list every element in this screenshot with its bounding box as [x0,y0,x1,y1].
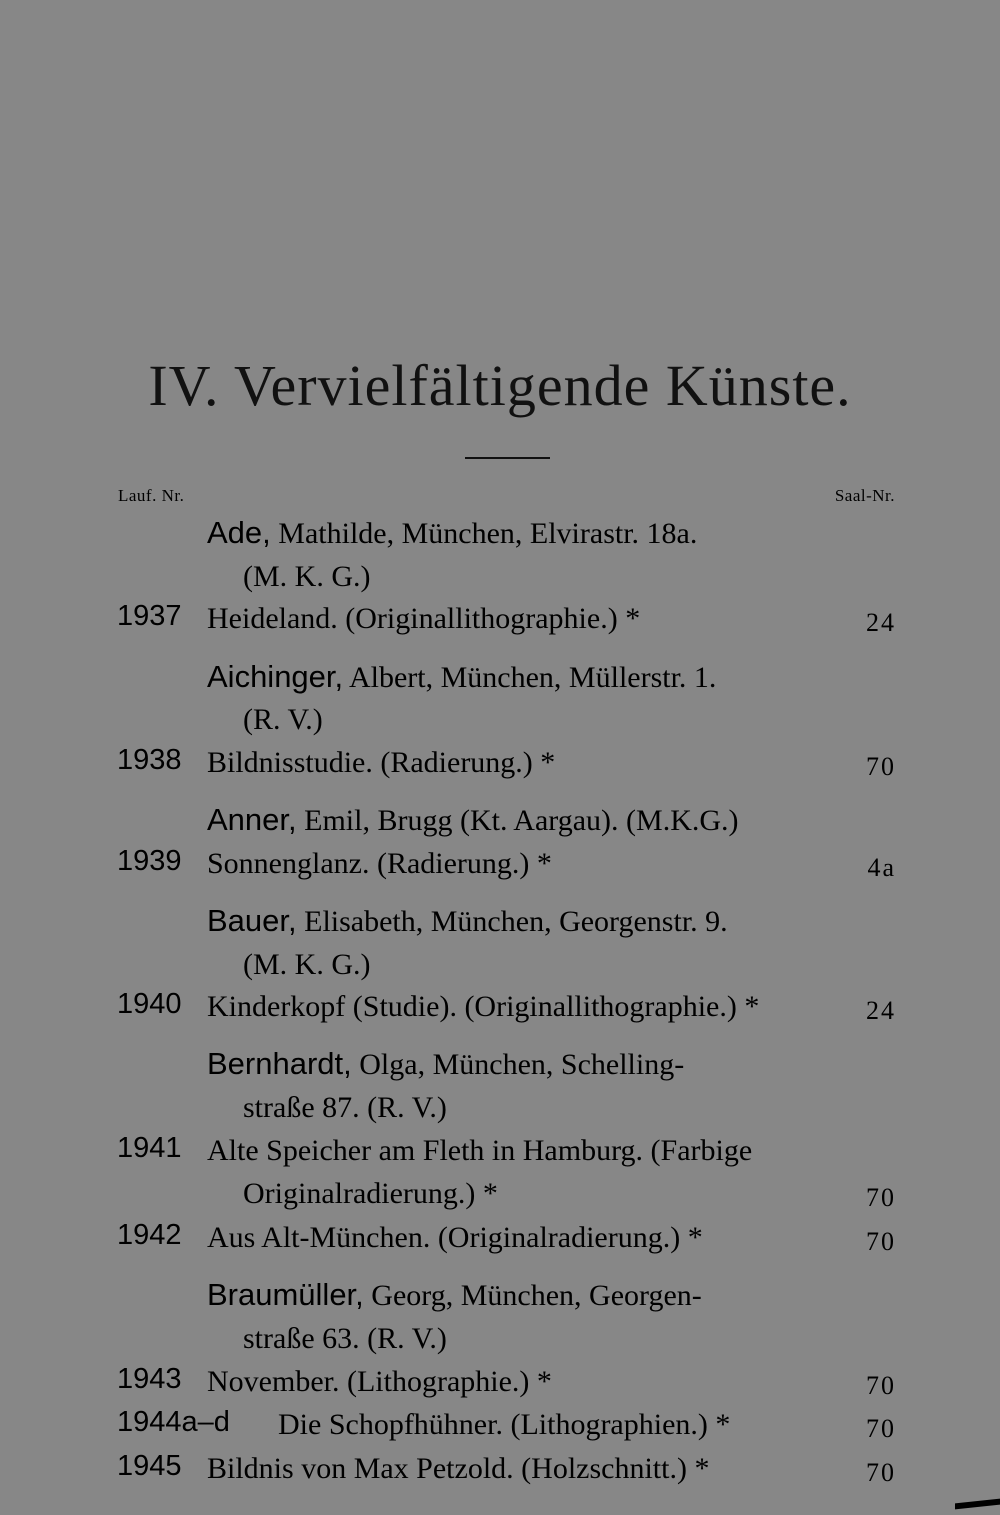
entry-text [207,1046,684,1082]
entry-text [243,1320,447,1356]
catalog-line [0,802,1000,846]
entry-description: Sonnenglanz. (Radierung.) * [207,847,552,880]
entry-text [207,600,640,636]
section-title: IV. Vervielfältigende Künste. [148,353,852,418]
entry-text [207,988,759,1024]
entry-text [207,802,739,838]
catalog-line [0,1219,1000,1263]
catalog-line [0,515,1000,559]
entry-text [207,845,552,881]
catalog-line [0,1046,1000,1090]
room-number: 24 [866,996,896,1025]
entry-text [243,1175,498,1211]
entry-description: (M. K. G.) [243,560,371,593]
entry-number: 1938 [117,744,182,776]
entry-text [207,1363,552,1399]
entry-text [207,1132,752,1168]
title-rule [465,457,550,459]
column-header-lauf-nr: Lauf. Nr. [118,486,185,505]
entry-description: November. (Lithographie.) * [207,1365,552,1398]
catalog-line [0,1363,1000,1407]
catalog-line [0,1089,1000,1133]
entry-text [207,659,716,695]
artist-surname: Bauer, [207,903,297,938]
room-number: 4a [867,853,896,882]
artist-surname: Anner, [207,802,297,837]
entry-text [243,701,323,737]
catalog-line [0,1450,1000,1494]
entry-text [207,515,697,551]
entry-description: Originalradierung.) * [243,1177,498,1210]
entry-number: 1939 [117,845,182,877]
catalog-line [0,558,1000,602]
catalog-line [0,600,1000,644]
room-number: 70 [866,752,896,781]
entry-description: Heideland. (Originallithographie.) * [207,602,641,635]
catalog-line [0,903,1000,947]
artist-surname: Ade, [207,515,271,550]
room-number: 70 [866,1183,896,1212]
catalog-line [0,988,1000,1032]
catalog-line [0,1406,1000,1450]
entry-description: Alte Speicher am Fleth in Hamburg. (Farbige [207,1134,753,1167]
entry-text [243,558,371,594]
entry-text [207,1450,709,1486]
page-edge-mark [955,1499,1000,1510]
entry-description: Mathilde, München, Elvirastr. 18a. [270,517,698,550]
entry-description: Bildnis von Max Petzold. (Holzschnitt.) * [207,1452,710,1485]
artist-surname: Braumüller, [207,1277,364,1312]
entry-text [207,1219,703,1255]
entry-description: Olga, München, Schelling- [351,1048,685,1081]
column-header-saal-nr: Saal-Nr. [834,486,895,505]
entry-text [207,1277,702,1313]
catalog-line [0,946,1000,990]
entry-number: 1945 [117,1450,182,1482]
entry-description: Die Schopfhühner. (Lithographien.) * [278,1408,731,1441]
room-number: 70 [866,1458,896,1487]
entry-number: 1942 [117,1219,182,1251]
artist-surname: Bernhardt, [207,1046,352,1081]
entry-description: straße 63. (R. V.) [243,1322,447,1355]
catalog-line [0,744,1000,788]
entry-description: Georg, München, Georgen- [363,1279,702,1312]
catalog-line [0,845,1000,889]
entry-description: Kinderkopf (Studie). (Originallithographie.) * [207,990,760,1023]
entry-number: 1940 [117,988,182,1020]
entry-number: 1943 [117,1363,182,1395]
entry-description: Bildnisstudie. (Radierung.) * [207,746,556,779]
catalog-line [0,1320,1000,1364]
entry-description: Elisabeth, München, Georgenstr. 9. [296,905,728,938]
catalog-line [0,701,1000,745]
entry-number: 1944a–d [117,1406,230,1438]
room-number: 70 [866,1227,896,1256]
room-number: 70 [866,1414,896,1443]
catalog-line [0,659,1000,703]
catalog-line [0,1175,1000,1219]
entry-description: (M. K. G.) [243,948,371,981]
entry-description: (R. V.) [243,703,323,736]
catalog-line [0,1132,1000,1176]
entry-text [207,903,728,939]
room-number: 24 [866,608,896,637]
entry-text [243,946,371,982]
entry-text [243,1089,447,1125]
entry-text [207,744,555,780]
entry-description: Albert, München, Müllerstr. 1. [343,661,717,694]
entry-description: Aus Alt-München. (Originalradierung.) * [207,1221,703,1254]
entry-description: straße 87. (R. V.) [243,1091,447,1124]
entry-number: 1937 [117,600,182,632]
catalog-line [0,1277,1000,1321]
entry-text [278,1406,730,1442]
entry-description: Emil, Brugg (Kt. Aargau). (M.K.G.) [296,804,739,837]
entry-number: 1941 [117,1132,182,1164]
room-number: 70 [866,1371,896,1400]
artist-surname: Aichinger, [207,659,344,694]
